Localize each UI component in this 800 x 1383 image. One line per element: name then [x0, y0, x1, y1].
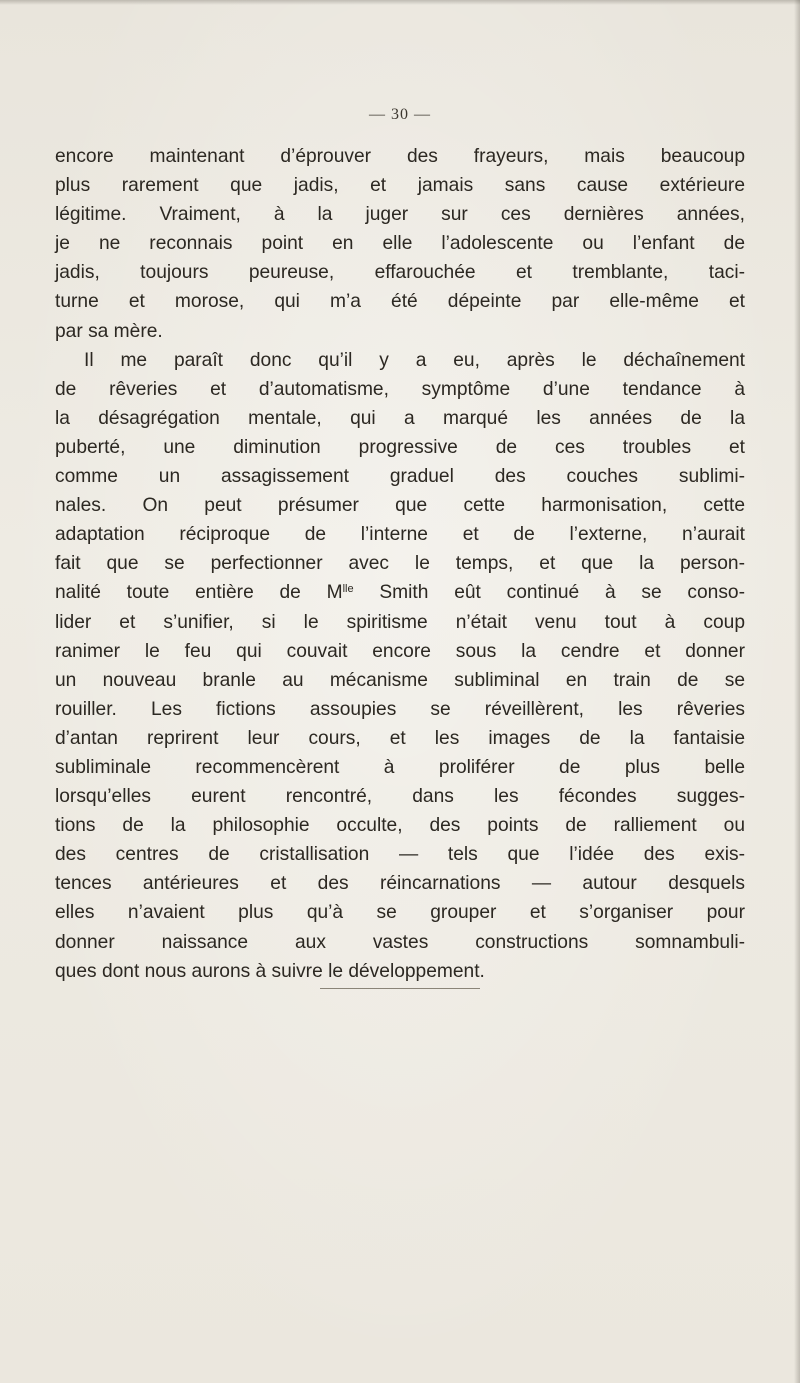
text-line: fait que se perfectionner avec le temps, et que la person-: [55, 553, 745, 575]
text-line: puberté, une diminution progressive de ces troubles et: [55, 436, 745, 458]
text-line: des centres de cristallisation — tels que l’idée des exis-: [55, 844, 745, 866]
text-line: comme un assagissement graduel des couches sublimi-: [55, 466, 745, 488]
text-line: tences antérieures et des réincarnations — autour desquels: [55, 873, 745, 895]
text-line: légitime. Vraiment, à la juger sur ces dernières années,: [55, 204, 745, 226]
page-top-shadow: [0, 0, 800, 5]
text-line: elles n’avaient plus qu’à se grouper et s’organiser pour: [55, 902, 745, 924]
text-line: ques dont nous aurons à suivre le développement.: [55, 960, 485, 982]
text-line: donner naissance aux vastes constructions somnambuli-: [55, 931, 745, 953]
page-edge-shadow: [794, 0, 800, 1383]
text-line: lorsqu’elles eurent rencontré, dans les fécondes sugges-: [55, 786, 745, 808]
text-line: rouiller. Les fictions assoupies se réveillèrent, les rêveries: [55, 698, 745, 720]
text-line: je ne reconnais point en elle l’adolescente ou l’enfant de: [55, 233, 745, 255]
section-divider: [320, 988, 480, 989]
text-line: turne et morose, qui m’a été dépeinte par elle-même et: [55, 291, 745, 313]
page-number: — 30 —: [369, 106, 431, 123]
text-line: subliminale recommencèrent à proliférer de plus belle: [55, 756, 745, 778]
text-line: nales. On peut présumer que cette harmonisation, cette: [55, 495, 745, 517]
text-line: [55, 578, 745, 607]
text-line: un nouveau branle au mécanisme subliminal en train de se: [55, 669, 745, 691]
body-text: [55, 142, 745, 986]
text-line: tions de la philosophie occulte, des points de ralliement ou: [55, 815, 745, 837]
text-fragment: nalité toute entière de M: [55, 582, 343, 604]
text-line: Il me paraît donc qu’il y a eu, après le déchaînement: [84, 349, 745, 371]
text-line: adaptation réciproque de l’interne et de l’externe, n’aurait: [55, 524, 745, 546]
text-line: plus rarement que jadis, et jamais sans cause extérieure: [55, 175, 745, 197]
text-line: par sa mère.: [55, 320, 163, 342]
superscript-abbrev: lle: [342, 583, 354, 596]
text-line: encore maintenant d’éprouver des frayeurs, mais beaucoup: [55, 146, 745, 167]
text-line: la désagrégation mentale, qui a marqué les années de la: [55, 407, 745, 429]
text-line: jadis, toujours peureuse, effarouchée et tremblante, taci-: [55, 262, 745, 284]
text-line: d’antan reprirent leur cours, et les images de la fantaisie: [55, 727, 745, 749]
text-line: de rêveries et d’automatisme, symptôme d’une tendance à: [55, 378, 745, 400]
text-line: ranimer le feu qui couvait encore sous la cendre et donner: [55, 640, 745, 662]
text-line: lider et s’unifier, si le spiritisme n’était venu tout à coup: [55, 611, 745, 633]
text-fragment: Smith eût continué à se conso-: [353, 582, 745, 604]
